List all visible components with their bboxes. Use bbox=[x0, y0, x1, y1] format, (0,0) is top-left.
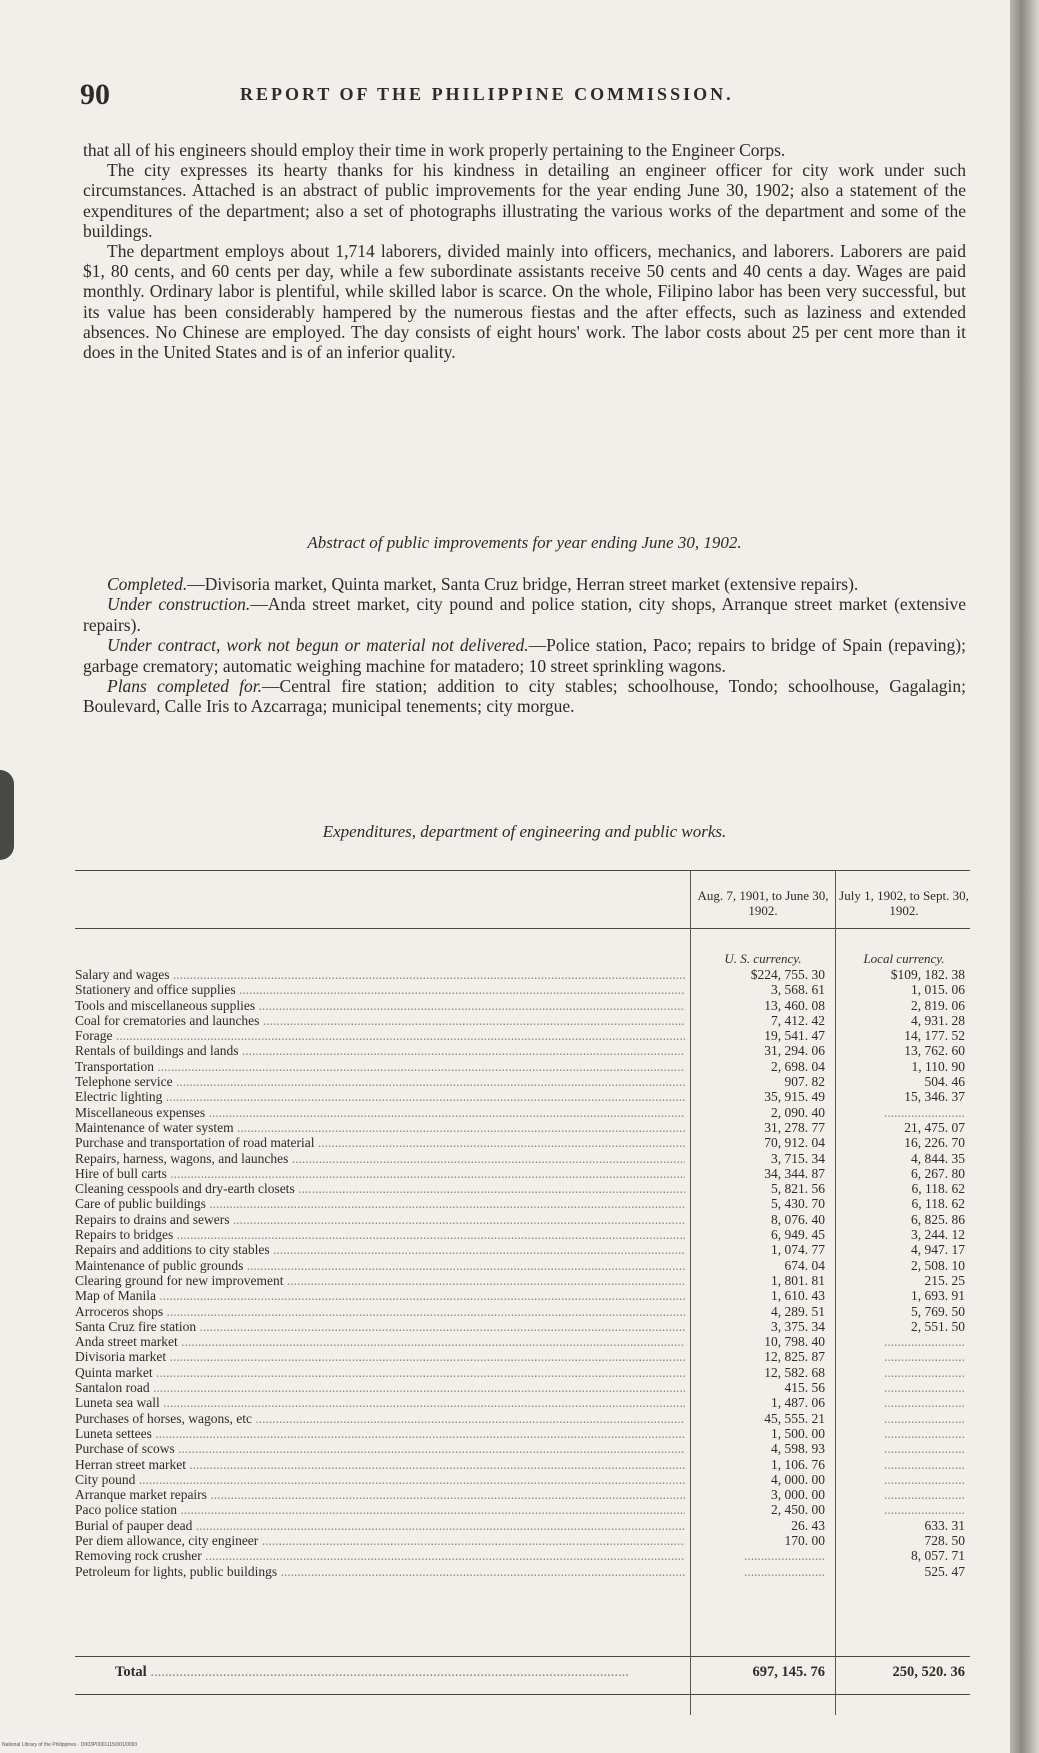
paragraph: The department employs about 1,714 laborers, divided mainly into officers, mechanics, and laborers. Laborers are paid $1, 80 cents, and 60 cents per day, while a few subordinate assistants receive 50 cents and 40 cents a day. Wages are paid monthly. Ordinary labor is plentiful, while skilled labor is scarce. On the whole, Filipino labor has been very successful, but its value has been considerably hampered by the numerous fiestas and the after effects, such as laziness and extended absences. No Chinese are employed. The day consists of eight hours' work. The labor costs about 25 per cent more than it does in the United States and is of an inferior quality. bbox=[83, 241, 966, 363]
row-value-col1: 5, 821. 56 bbox=[771, 1181, 825, 1197]
table-caption: Expenditures, department of engineering and public works. bbox=[322, 822, 727, 841]
row-value-col1: 2, 090. 40 bbox=[771, 1104, 825, 1120]
abstract-item bbox=[83, 574, 966, 594]
row-value-col2: 13, 762. 60 bbox=[904, 1043, 965, 1059]
row-label: Maintenance of water system ..... bbox=[75, 1120, 685, 1135]
paragraph: The city expresses its hearty thanks for his kindness in detailing an engineer officer for city work under such circumstances. Attached is an abstract of public improvements for the year ending June 30, 1902; also a statement of the expenditures of the department; also a set of photographs illustrating the various works of the department and some of the buildings. bbox=[83, 160, 966, 241]
row-value-col2: 2, 551. 50 bbox=[911, 1318, 965, 1334]
table-row bbox=[75, 1135, 970, 1150]
row-value-col1: 19, 541. 47 bbox=[764, 1028, 825, 1044]
row-value-col2: $109, 182. 38 bbox=[890, 967, 965, 982]
row-value-col2 bbox=[835, 1411, 965, 1426]
row-label: Removing rock crusher ..... bbox=[75, 1548, 685, 1563]
row-value-col2: 3, 244. 12 bbox=[911, 1227, 965, 1243]
row-value-col1: 3, 715. 34 bbox=[771, 1150, 825, 1166]
row-value-col1: $224, 755. 30 bbox=[750, 967, 825, 982]
row-value-col2: 1, 110. 90 bbox=[911, 1058, 965, 1074]
row-label: Repairs, harness, wagons, and launches ..... bbox=[75, 1151, 685, 1166]
row-value-col2: 16, 226. 70 bbox=[904, 1135, 965, 1151]
body-text bbox=[83, 140, 966, 362]
row-label: Arroceros shops ..... bbox=[75, 1304, 685, 1319]
row-value-col1: 6, 949. 45 bbox=[771, 1227, 825, 1243]
row-value-col1 bbox=[690, 1548, 825, 1563]
row-value-col2: 4, 931. 28 bbox=[911, 1012, 965, 1028]
row-value-col2: 215. 25 bbox=[924, 1272, 965, 1288]
row-label: Purchase and transportation of road material ..... bbox=[75, 1135, 685, 1150]
row-value-col1: 674. 04 bbox=[784, 1257, 825, 1273]
row-value-col1: 12, 825. 87 bbox=[764, 1349, 825, 1365]
row-label: Salary and wages ..... bbox=[75, 967, 685, 982]
page-header bbox=[80, 78, 970, 114]
table-row bbox=[75, 1105, 970, 1120]
row-label: Map of Manila ..... bbox=[75, 1288, 685, 1303]
table-row bbox=[75, 1028, 970, 1043]
table-row bbox=[75, 1089, 970, 1104]
row-value-col1: 1, 106. 76 bbox=[771, 1456, 825, 1472]
book-spine-edge bbox=[1010, 0, 1039, 1753]
row-value-col2: 4, 947. 17 bbox=[911, 1242, 965, 1258]
abstract-item-text: —Anda street market, city pound and police station, city shops, Arranque street market (extensive repairs). bbox=[83, 594, 966, 635]
row-value-col1: 3, 568. 61 bbox=[771, 982, 825, 998]
table-row bbox=[75, 1043, 970, 1058]
row-label: Stationery and office supplies ..... bbox=[75, 982, 685, 997]
row-value-col1: 31, 278. 77 bbox=[764, 1119, 825, 1135]
row-value-col1: 907. 82 bbox=[784, 1074, 825, 1090]
total-row bbox=[75, 1664, 970, 1684]
row-value-col1: 3, 375. 34 bbox=[771, 1318, 825, 1334]
table-row bbox=[75, 1441, 970, 1456]
row-value-col2 bbox=[835, 1487, 965, 1502]
table-row bbox=[75, 1533, 970, 1548]
row-label: Rentals of buildings and lands ..... bbox=[75, 1043, 685, 1058]
table-row bbox=[75, 1304, 970, 1319]
row-label: Luneta sea wall ..... bbox=[75, 1395, 685, 1410]
row-value-col2: 4, 844. 35 bbox=[911, 1150, 965, 1166]
row-value-col1: 8, 076. 40 bbox=[771, 1211, 825, 1227]
row-label: Telephone service ..... bbox=[75, 1074, 685, 1089]
row-value-col2: 633. 31 bbox=[924, 1517, 965, 1533]
row-value-col2 bbox=[835, 1441, 965, 1456]
table-row bbox=[75, 1349, 970, 1364]
table-row bbox=[75, 1518, 970, 1533]
row-value-col1: 415. 56 bbox=[784, 1380, 825, 1396]
table-row bbox=[75, 1319, 970, 1334]
row-value-col2 bbox=[835, 1349, 965, 1364]
table-row bbox=[75, 1273, 970, 1288]
table-row bbox=[75, 1059, 970, 1074]
row-value-col2 bbox=[835, 1365, 965, 1380]
table-row bbox=[75, 1548, 970, 1563]
row-label: City pound ..... bbox=[75, 1472, 685, 1487]
row-value-col2 bbox=[835, 1395, 965, 1410]
row-value-col2: 6, 118. 62 bbox=[911, 1181, 965, 1197]
row-value-col1: 2, 450. 00 bbox=[771, 1502, 825, 1518]
row-value-col1: 1, 610. 43 bbox=[771, 1288, 825, 1304]
table-row bbox=[75, 1395, 970, 1410]
row-value-col2: 1, 015. 06 bbox=[911, 982, 965, 998]
row-value-col2 bbox=[835, 1472, 965, 1487]
row-label: Miscellaneous expenses ..... bbox=[75, 1105, 685, 1120]
row-value-col1 bbox=[690, 1564, 825, 1579]
abstract-item-text: —Divisoria market, Quinta market, Santa Cruz bridge, Herran street market (extensive repairs). bbox=[187, 574, 859, 594]
row-value-col1: 26. 43 bbox=[791, 1517, 825, 1533]
table-row bbox=[75, 998, 970, 1013]
table-row bbox=[75, 1564, 970, 1579]
total-value-col1: 697, 145. 76 bbox=[752, 1664, 825, 1680]
row-value-col1: 31, 294. 06 bbox=[764, 1043, 825, 1059]
row-label: Repairs to drains and sewers ..... bbox=[75, 1212, 685, 1227]
table-row bbox=[75, 1487, 970, 1502]
row-value-col2: 6, 825. 86 bbox=[911, 1211, 965, 1227]
abstract-item-lead: Under construction. bbox=[107, 594, 251, 615]
row-value-col2: 525. 47 bbox=[924, 1563, 965, 1579]
row-value-col2: 728. 50 bbox=[924, 1532, 965, 1548]
scan-smudge bbox=[0, 770, 14, 860]
row-value-col2 bbox=[835, 1502, 965, 1517]
row-label: Divisoria market ..... bbox=[75, 1349, 685, 1364]
row-value-col2: 6, 267. 80 bbox=[911, 1165, 965, 1181]
row-label: Transportation ..... bbox=[75, 1059, 685, 1074]
row-value-col1: 1, 801. 81 bbox=[771, 1272, 825, 1288]
row-label: Electric lighting ..... bbox=[75, 1089, 685, 1104]
row-label: Cleaning cesspools and dry-earth closets ..... bbox=[75, 1181, 685, 1196]
table-row bbox=[75, 1457, 970, 1472]
row-value-col1: 4, 598. 93 bbox=[771, 1441, 825, 1457]
running-head: REPORT OF THE PHILIPPINE COMMISSION. bbox=[240, 84, 734, 104]
row-label: Anda street market ..... bbox=[75, 1334, 685, 1349]
abstract-item-text: —Central fire station; addition to city stables; schoolhouse, Tondo; schoolhouse, Gagalagin; Boulevard, Calle Iris to Azcarraga; municipal tenements; city morgue. bbox=[83, 676, 966, 717]
row-value-col2: 14, 177. 52 bbox=[904, 1028, 965, 1044]
row-value-col2 bbox=[835, 1426, 965, 1441]
table-row bbox=[75, 1074, 970, 1089]
table-row bbox=[75, 1013, 970, 1028]
row-value-col1: 70, 912. 04 bbox=[764, 1135, 825, 1151]
total-value-col2: 250, 520. 36 bbox=[892, 1664, 965, 1680]
table-row bbox=[75, 982, 970, 997]
row-label: Quinta market ..... bbox=[75, 1365, 685, 1380]
table-row bbox=[75, 1426, 970, 1441]
table-row bbox=[75, 1258, 970, 1273]
table-row bbox=[75, 1151, 970, 1166]
paragraph: that all of his engineers should employ their time in work properly pertaining to the Engineer Corps. bbox=[83, 140, 786, 160]
page-number: 90 bbox=[80, 78, 110, 111]
row-value-col2: 2, 819. 06 bbox=[911, 997, 965, 1013]
table-row bbox=[75, 1502, 970, 1517]
row-label: Paco police station ..... bbox=[75, 1502, 685, 1517]
table-row bbox=[75, 1196, 970, 1211]
col2-header: July 1, 1902, to Sept. 30, 1902. bbox=[839, 888, 969, 918]
row-value-col2: 2, 508. 10 bbox=[911, 1257, 965, 1273]
abstract-list bbox=[83, 574, 966, 717]
row-value-col1: 2, 698. 04 bbox=[771, 1058, 825, 1074]
row-value-col2: 6, 118. 62 bbox=[911, 1196, 965, 1212]
table-row bbox=[75, 1120, 970, 1135]
row-value-col1: 1, 500. 00 bbox=[771, 1425, 825, 1441]
row-label: Burial of pauper dead ..... bbox=[75, 1518, 685, 1533]
row-value-col2 bbox=[835, 1105, 965, 1120]
row-label: Care of public buildings ..... bbox=[75, 1196, 685, 1211]
table-row bbox=[75, 1411, 970, 1426]
row-label: Petroleum for lights, public buildings ..... bbox=[75, 1564, 685, 1579]
total-label: Total ..... bbox=[115, 1664, 685, 1681]
table-row bbox=[75, 1380, 970, 1395]
abstract-item bbox=[83, 676, 966, 717]
row-label: Hire of bull carts ..... bbox=[75, 1166, 685, 1181]
table-bottom-rule bbox=[75, 1694, 970, 1695]
row-label: Maintenance of public grounds ..... bbox=[75, 1258, 685, 1273]
abstract-item bbox=[83, 635, 966, 676]
table-row bbox=[75, 967, 970, 982]
scan-footer: National Library of the Philippines · D003P0001115/001/0093 bbox=[2, 1742, 138, 1748]
abstract-caption: Abstract of public improvements for year ending June 30, 1902. bbox=[307, 533, 742, 552]
total-rule bbox=[75, 1656, 970, 1657]
row-value-col2: 5, 769. 50 bbox=[911, 1303, 965, 1319]
row-value-col1: 13, 460. 08 bbox=[764, 997, 825, 1013]
col2-units: Local currency. bbox=[863, 951, 945, 966]
table-row bbox=[75, 1472, 970, 1487]
row-label: Per diem allowance, city engineer ..... bbox=[75, 1533, 685, 1548]
row-value-col1: 45, 555. 21 bbox=[764, 1410, 825, 1426]
row-value-col1: 35, 915. 49 bbox=[764, 1089, 825, 1105]
row-label: Purchase of scows ..... bbox=[75, 1441, 685, 1456]
row-value-col1: 10, 798. 40 bbox=[764, 1334, 825, 1350]
col1-header: Aug. 7, 1901, to June 30, 1902. bbox=[697, 888, 829, 918]
row-value-col2: 504. 46 bbox=[924, 1074, 965, 1090]
row-value-col2 bbox=[835, 1380, 965, 1395]
row-value-col2 bbox=[835, 1457, 965, 1472]
table-row bbox=[75, 1227, 970, 1242]
row-value-col1: 34, 344. 87 bbox=[764, 1165, 825, 1181]
table-row bbox=[75, 1166, 970, 1181]
row-label: Repairs to bridges ..... bbox=[75, 1227, 685, 1242]
row-label: Luneta settees ..... bbox=[75, 1426, 685, 1441]
abstract-item bbox=[83, 594, 966, 635]
row-label: Santalon road ..... bbox=[75, 1380, 685, 1395]
row-value-col2: 1, 693. 91 bbox=[911, 1288, 965, 1304]
abstract-item-lead: Under contract, work not begun or material not delivered. bbox=[107, 635, 529, 656]
col1-units: U. S. currency. bbox=[724, 951, 802, 966]
table-row bbox=[75, 1365, 970, 1380]
row-label: Purchases of horses, wagons, etc ..... bbox=[75, 1411, 685, 1426]
abstract-item-lead: Plans completed for. bbox=[107, 676, 263, 697]
row-value-col2: 15, 346. 37 bbox=[904, 1089, 965, 1105]
row-value-col2: 21, 475. 07 bbox=[904, 1119, 965, 1135]
table-row bbox=[75, 1334, 970, 1349]
row-value-col1: 1, 487. 06 bbox=[771, 1395, 825, 1411]
row-label: Forage ..... bbox=[75, 1028, 685, 1043]
row-value-col1: 5, 430. 70 bbox=[771, 1196, 825, 1212]
row-label: Arranque market repairs ..... bbox=[75, 1487, 685, 1502]
row-label: Coal for crematories and launches ..... bbox=[75, 1013, 685, 1028]
row-value-col1: 12, 582. 68 bbox=[764, 1364, 825, 1380]
abstract-item-text: —Police station, Paco; repairs to bridge of Spain (repaving); garbage crematory; automatic weighing machine for matadero; 10 street sprinkling wagons. bbox=[83, 635, 966, 676]
row-label: Clearing ground for new improvement ..... bbox=[75, 1273, 685, 1288]
row-value-col1: 4, 000. 00 bbox=[771, 1471, 825, 1487]
table-row bbox=[75, 1181, 970, 1196]
row-label: Herran street market ..... bbox=[75, 1457, 685, 1472]
row-value-col1: 1, 074. 77 bbox=[771, 1242, 825, 1258]
row-label: Santa Cruz fire station ..... bbox=[75, 1319, 685, 1334]
row-value-col1: 4, 289. 51 bbox=[771, 1303, 825, 1319]
row-value-col2 bbox=[835, 1334, 965, 1349]
row-value-col1: 7, 412. 42 bbox=[771, 1012, 825, 1028]
table-row bbox=[75, 1212, 970, 1227]
row-value-col2: 8, 057. 71 bbox=[911, 1548, 965, 1564]
row-value-col1: 3, 000. 00 bbox=[771, 1487, 825, 1503]
row-label: Repairs and additions to city stables ..... bbox=[75, 1242, 685, 1257]
row-label: Tools and miscellaneous supplies ..... bbox=[75, 998, 685, 1013]
row-value-col1: 170. 00 bbox=[784, 1532, 825, 1548]
table-row bbox=[75, 1288, 970, 1303]
table-row bbox=[75, 1242, 970, 1257]
table-body bbox=[75, 967, 970, 1579]
abstract-item-lead: Completed. bbox=[107, 574, 188, 594]
